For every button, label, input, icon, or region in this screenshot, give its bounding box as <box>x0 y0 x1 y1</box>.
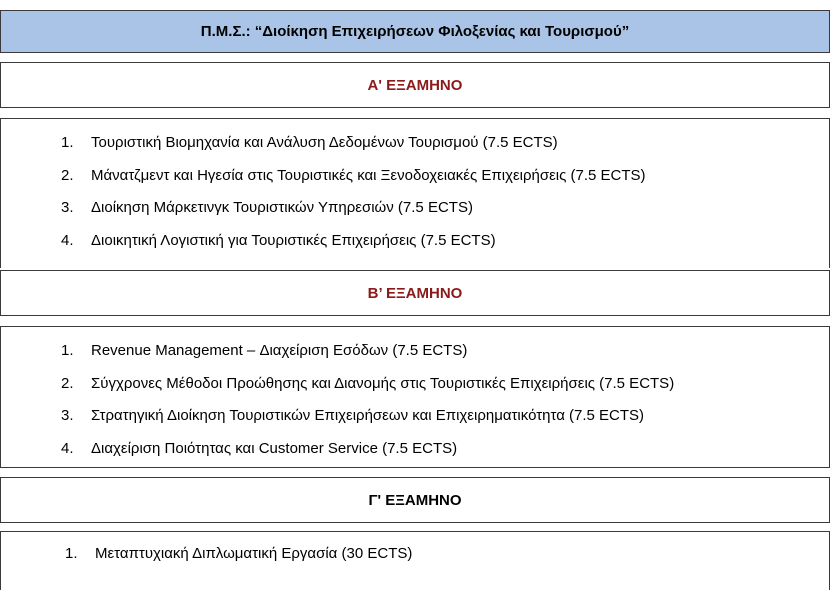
item-number: 4. <box>61 439 74 457</box>
program-title-bar <box>0 10 830 53</box>
course-name: Διοίκηση Μάρκετινγκ Τουριστικών Υπηρεσιών (7.5 ECTS) <box>91 199 473 216</box>
course-name: Σύγχρονες Μέθοδοι Προώθησης και Διανομής στις Τουριστικές Επιχειρήσεις (7.5 ECTS) <box>91 374 675 392</box>
course-name: Μεταπτυχιακή Διπλωματική Εργασία (30 ECTS) <box>95 545 413 562</box>
semester-c-header <box>0 477 830 523</box>
semester-c-title: Γ' ΕΞΑΜΗΝΟ <box>368 491 462 509</box>
semester-a-courses <box>0 118 830 268</box>
course-name: Τουριστική Βιομηχανία και Ανάλυση Δεδομένων Τουρισμού (7.5 ECTS) <box>91 134 558 151</box>
semester-b-title: Β’ ΕΞΑΜΗΝΟ <box>367 284 463 302</box>
item-number: 1. <box>61 134 74 151</box>
item-number: 2. <box>61 166 74 184</box>
semester-c-courses <box>0 531 830 590</box>
semester-a-title: Α' ΕΞΑΜΗΝΟ <box>367 76 463 94</box>
semester-a-header <box>0 62 830 108</box>
program-title: Π.Μ.Σ.: “Διοίκηση Επιχειρήσεων Φιλοξενίας και Τουρισμού” <box>200 23 630 40</box>
course-name: Διαχείριση Ποιότητας και Customer Service (7.5 ECTS) <box>91 439 458 457</box>
item-number: 3. <box>61 199 74 216</box>
course-name: Revenue Management – Διαχείριση Εσόδων (7.5 ECTS) <box>91 342 468 359</box>
item-number: 1. <box>65 545 78 562</box>
item-number: 1. <box>61 342 74 359</box>
item-number: 2. <box>61 374 74 392</box>
course-name: Στρατηγική Διοίκηση Τουριστικών Επιχειρήσεων και Επιχειρηματικότητα (7.5 ECTS) <box>91 407 645 424</box>
item-number: 4. <box>61 231 74 249</box>
item-number: 3. <box>61 407 74 424</box>
course-name: Διοικητική Λογιστική για Τουριστικές Επιχειρήσεις (7.5 ECTS) <box>91 231 496 249</box>
course-name: Μάνατζμεντ και Ηγεσία στις Τουριστικές και Ξενοδοχειακές Επιχειρήσεις (7.5 ECTS) <box>91 166 646 184</box>
semester-b-header <box>0 270 830 316</box>
semester-b-courses <box>0 326 830 468</box>
